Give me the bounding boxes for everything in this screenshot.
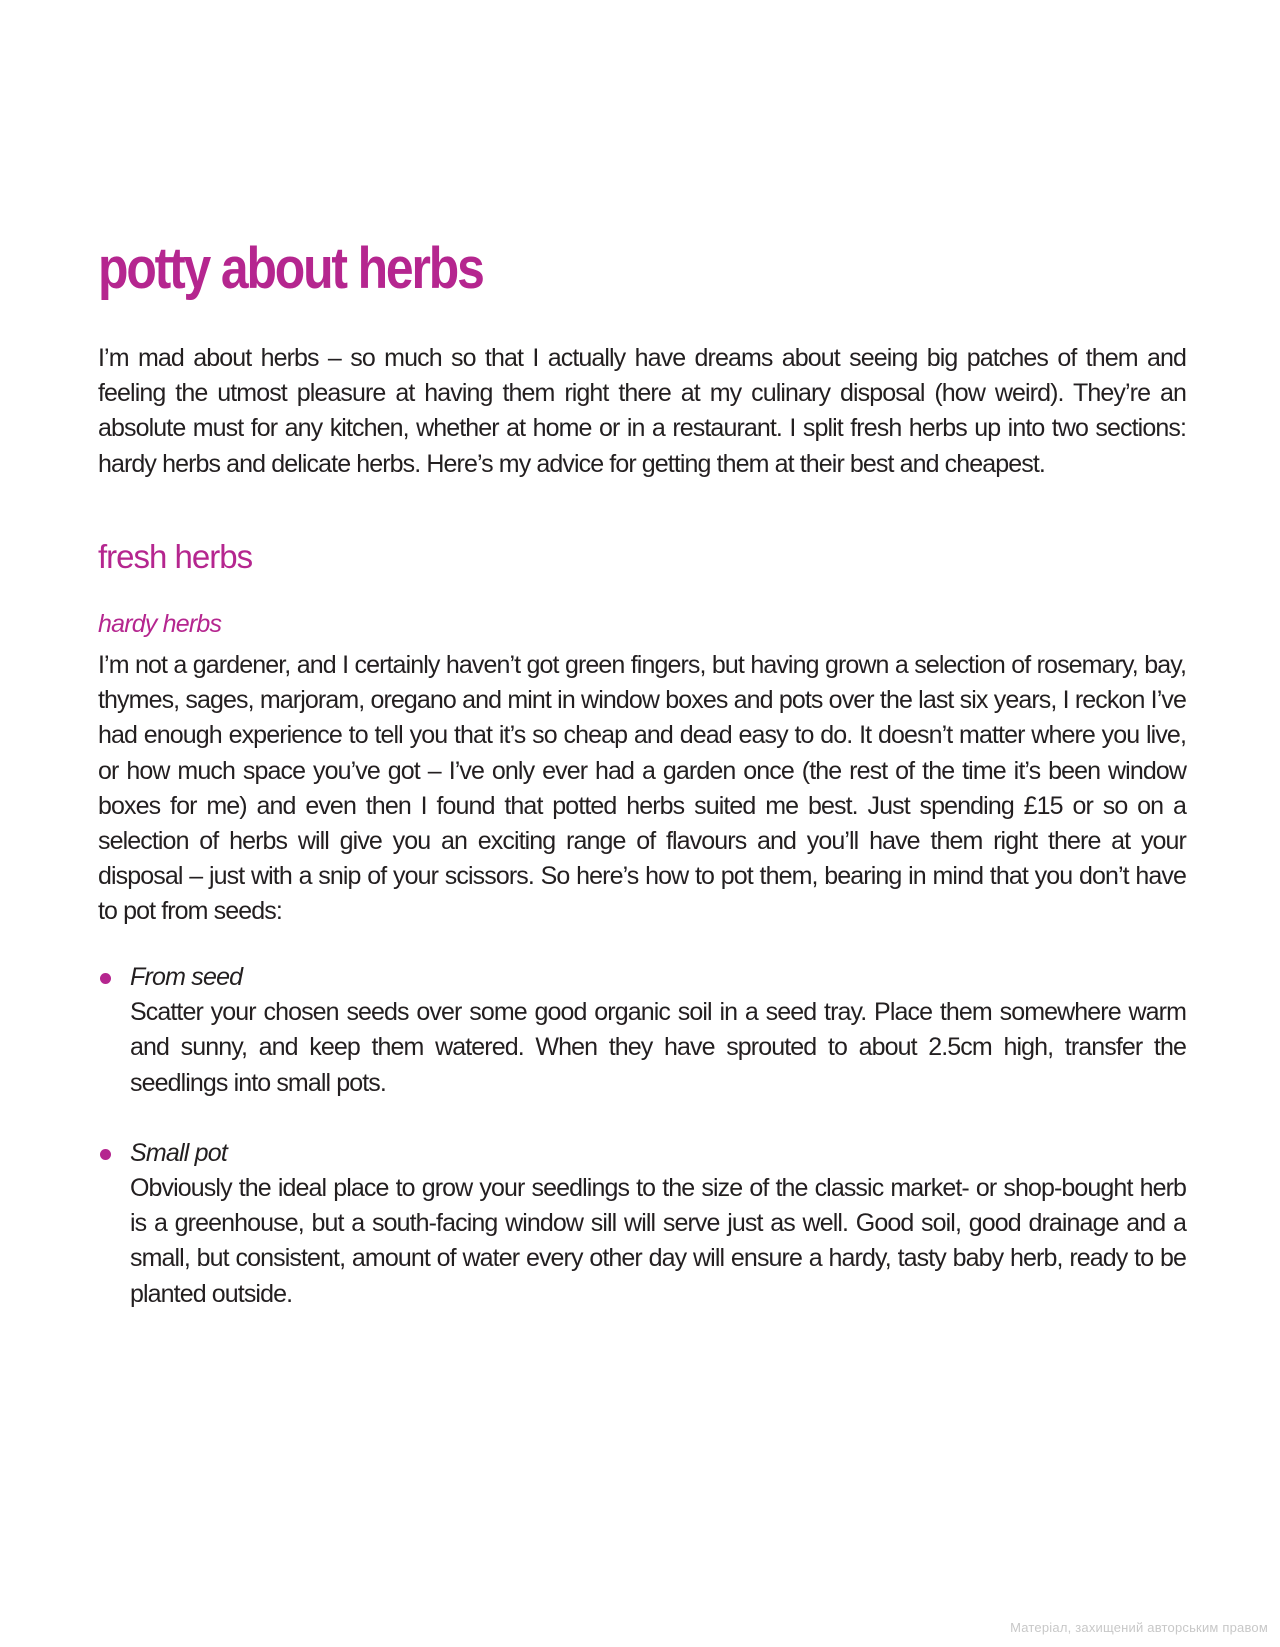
bullet-text: Obviously the ideal place to grow your seedlings to the size of the classic market- or shop-bought herb is a greenhouse, but a south-facing window sill will serve just as well. Good soil, good drainage and a small, but consistent, amount of water every other day will ensure a hardy, tasty baby herb, ready to be planted outside. <box>130 1174 1186 1308</box>
page-title: potty about herbs <box>98 236 483 301</box>
section-heading: fresh herbs <box>98 538 253 575</box>
intro-paragraph: I’m mad about herbs – so much so that I actually have dreams about seeing big patches of them and feeling the utmost pleasure at having them right there at my culinary disposal (how weird). They’re an absolute must for any kitchen, whether at home or in a restaurant. I split fresh herbs up into two sections: hardy herbs and delicate herbs. Here’s my advice for getting them at their best and cheapest. <box>98 344 1186 478</box>
copyright-watermark: Матеріал, захищений авторським правом <box>1010 1620 1268 1635</box>
bullet-list <box>98 960 1186 1312</box>
list-item <box>98 960 1186 1101</box>
bullet-text: Scatter your chosen seeds over some good organic soil in a seed tray. Place them somewhere warm and sunny, and keep them watered. When they have sprouted to about 2.5cm high, transfer the seedlings into small pots. <box>130 998 1186 1097</box>
bullet-icon <box>100 973 111 984</box>
hardy-herbs-paragraph: I’m not a gardener, and I certainly haven’t got green fingers, but having grown a selection of rosemary, bay, thymes, sages, marjoram, oregano and mint in window boxes and pots over the last six years, I reckon I’ve had enough experience to tell you that it’s so cheap and dead easy to do. It doesn’t matter where you live, or how much space you’ve got – I’ve only ever had a garden once (the rest of the time it’s been window boxes for me) and even then I found that potted herbs suited me best. Just spending £15 or so on a selection of herbs will give you an exciting range of flavours and you’ll have them right there at your disposal – just with a snip of your scissors. So here’s how to pot them, bearing in mind that you don’t have to pot from seeds: <box>98 651 1186 926</box>
sub-heading: hardy herbs <box>98 610 222 638</box>
bullet-title: From seed <box>130 963 243 991</box>
bullet-title: Small pot <box>130 1138 228 1167</box>
list-item <box>98 1136 1186 1312</box>
bullet-icon <box>100 1149 111 1160</box>
